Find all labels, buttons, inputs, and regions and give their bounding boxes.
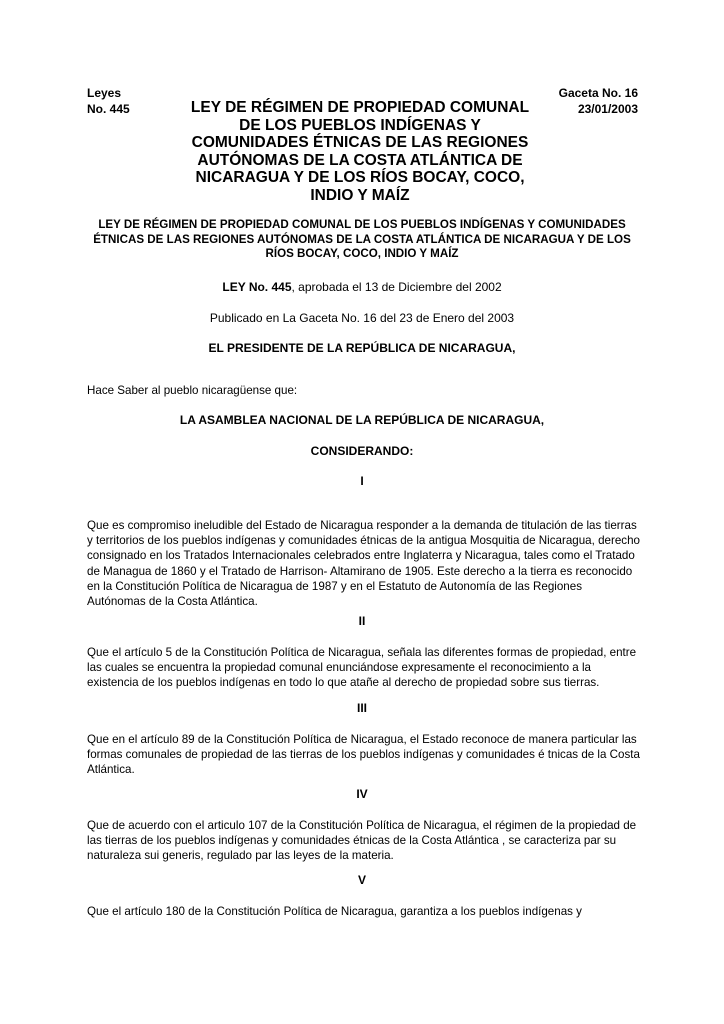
section-numeral-5: V bbox=[357, 873, 366, 887]
law-approval-date: , aprobada el 13 de Diciembre del 2002 bbox=[291, 280, 502, 294]
header-left bbox=[87, 85, 130, 117]
section-text-2: Que el artículo 5 de la Constitución Política de Nicaragua, señala las diferentes formas de propiedad, entre las cuales se encuentra la propiedad comunal enunciándose expresamente el reconocimiento a la existencia de los pueblos indígenas en todo lo que atañe al derecho de propiedad sobre sus tierras. bbox=[87, 646, 637, 690]
header-date: 23/01/2003 bbox=[577, 102, 638, 116]
document-title: LEY DE RÉGIMEN DE PROPIEDAD COMUNAL DE LOS PUEBLOS INDÍGENAS Y COMUNIDADES ÉTNICAS DE LAS REGIONES AUTÓNOMAS DE LA COSTA ATLÁNTICA DE NICARAGUA Y DE LOS RÍOS BOCAY, COCO, INDIO Y MAÍZ bbox=[190, 99, 530, 204]
section-numeral-3: III bbox=[356, 701, 367, 715]
assembly-heading: LA ASAMBLEA NACIONAL DE LA REPÚBLICA DE NICARAGUA, bbox=[179, 413, 545, 427]
hace-saber-line: Hace Saber al pueblo nicaragüense que: bbox=[87, 384, 298, 397]
section-numeral-4: IV bbox=[356, 787, 368, 801]
section-text-5: Que el artículo 180 de la Constitución Política de Nicaragua, garantiza a los pueblos indígenas y bbox=[87, 905, 582, 918]
section-text-3: Que en el artículo 89 de la Constitución Política de Nicaragua, el Estado reconoce de manera particular las formas comunales de propiedad de las tierras de los pueblos indígenas y comunidades é tnicas de la Costa Atlántica. bbox=[87, 733, 640, 777]
header-right bbox=[559, 85, 638, 117]
section-numeral-2: II bbox=[358, 614, 366, 628]
section-text-1: Que es compromiso ineludible del Estado de Nicaragua responder a la demanda de titulación de las tierras y territorios de los pueblos indígenas y comunidades étnicas de la antigua Mosquitia de Nicaragua, derecho consignado en los Tratados Internacionales celebrados entre Inglaterra y Nicaragua, tales como el Tratado de Managua de 1860 y el Tratado de Harrison- Altamirano de 1905. Este derecho a la tierra es reconocido en la Constitución Política de Nicaragua de 1987 y en el Estatuto de Autonomía de las Regiones Autónomas de la Costa Atlántica. bbox=[87, 519, 640, 609]
law-number-bold: LEY No. 445 bbox=[222, 280, 292, 294]
publication-line: Publicado en La Gaceta No. 16 del 23 de Enero del 2003 bbox=[209, 311, 515, 325]
header-law-number: No. 445 bbox=[87, 102, 130, 116]
header-gazette-number: Gaceta No. 16 bbox=[558, 86, 638, 100]
section-numeral-1: I bbox=[360, 474, 364, 488]
document-subtitle: LEY DE RÉGIMEN DE PROPIEDAD COMUNAL DE LOS PUEBLOS INDÍGENAS Y COMUNIDADES ÉTNICAS DE LAS REGIONES AUTÓNOMAS DE LA COSTA ATLÁNTICA DE NICARAGUA Y DE LOS RÍOS BOCAY, COCO, INDIO Y MAÍZ bbox=[93, 218, 631, 260]
considerando-heading: CONSIDERANDO: bbox=[310, 444, 414, 458]
president-heading: EL PRESIDENTE DE LA REPÚBLICA DE NICARAGUA, bbox=[208, 341, 516, 355]
section-text-4: Que de acuerdo con el articulo 107 de la Constitución Política de Nicaragua, el régimen de la propiedad de las tierras de los pueblos indígenas y comunidades étnicas de la Costa Atlántica , se caracteriza par su naturaleza sui generis, regulado par las leyes de la materia. bbox=[87, 819, 637, 863]
header-category: Leyes bbox=[87, 86, 122, 100]
law-approval-line bbox=[87, 280, 637, 295]
